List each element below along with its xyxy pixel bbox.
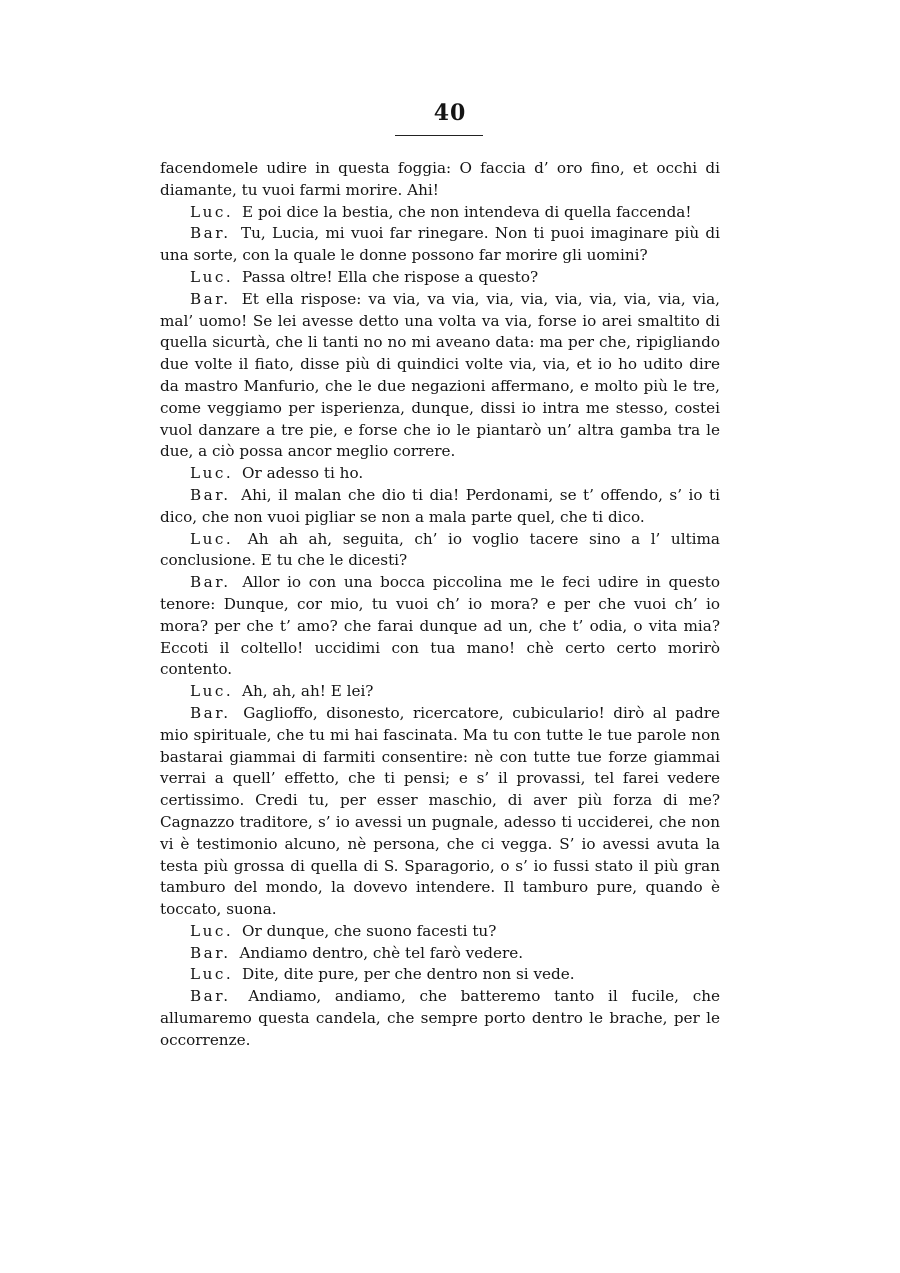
dialogue-text: Et ella rispose: va via, va via, via, via, via, via, via, via, via, mal’ uomo! Se lei avesse detto una volta va via, forse io arei smaltito di quella sicurtà, che li tanti no no mi aveano data: ma per che, ripigliando due volte il fiato, disse più di quindici volte via, via, et io ho udito dire da mastro Manfurio, che le due negazioni affermano, e molto più le tre, come veggiamo per isperienza, dunque, dissi io intra me stesso, costei vuol danzare a tre pie, e forse che io le piantarò un’ altra gamba tra le due, a ciò possa ancor meglio correre.	[160, 289, 721, 461]
speaker-label: Bar.	[190, 987, 231, 1006]
speaker-label: Luc.	[190, 682, 234, 701]
speaker-label: Luc.	[190, 464, 234, 483]
dialogue-text: Andiamo dentro, chè tel farò vedere.	[239, 943, 524, 962]
page-number: 40	[433, 100, 467, 126]
dialogue-text: Ahi, il malan che dio ti dia! Perdonami, se t’ offendo, s’ io ti dico, che non vuoi pigliar se non a mala parte quel, che ti dico.	[160, 485, 720, 526]
dialogue-line	[160, 986, 720, 1051]
paragraph-continuation	[160, 158, 720, 202]
dialogue-line	[160, 703, 720, 921]
dialogue-text: Ah, ah, ah! E lei?	[242, 682, 374, 701]
speaker-label: Luc.	[190, 921, 234, 940]
dialogue-text: Or adesso ti ho.	[242, 464, 364, 483]
dialogue-line	[160, 572, 720, 681]
dialogue-line	[160, 202, 720, 224]
dialogue-line	[160, 943, 720, 965]
body-text	[160, 158, 720, 1052]
dialogue-text: Passa oltre! Ella che rispose a questo?	[242, 267, 539, 286]
dialogue-text: Or dunque, che suono facesti tu?	[242, 921, 497, 940]
speaker-label: Bar.	[190, 289, 231, 308]
dialogue-line	[160, 267, 720, 289]
dialogue-line	[160, 223, 720, 267]
dialogue-text: Andiamo, andiamo, che batteremo tanto il fucile, che allumaremo questa candela, che sempre porto dentro le brache, per le occorrenze.	[160, 987, 721, 1049]
dialogue-text: Allor io con una bocca piccolina me le feci udire in questo tenore: Dunque, cor mio, tu vuoi ch’ io mora? e per che vuoi ch’ io mora? per che t’ amo? che farai dunque ad un, che t’ odia, o vita mia? Eccoti il coltello! uccidimi con tua mano! chè certo certo morirò contento.	[160, 573, 720, 679]
dialogue-line	[160, 921, 720, 943]
header-rule	[395, 135, 483, 136]
dialogue-text: Gaglioffo, disonesto, ricercatore, cubiculario! dirò al padre mio spirituale, che tu mi hai fascinata. Ma tu con tutte le tue parole non bastarai giammai di farmiti consentire: nè con tutte tue forze giammai verrai a quell’ effetto, che ti pensi; e s’ il provassi, tel farei vedere certissimo. Credi tu, per esser maschio, di aver più forza di me? Cagnazzo traditore, s’ io avessi un pugnale, adesso ti ucciderei, che non vi è testimonio alcuno, nè persona, che ci vegga. S’ io avessi avuta la testa più grossa di quella di S. Sparagorio, o s’ io fussi stato il più gran tamburo del mondo, la dovevo intendere. Il tamburo pure, quando è toccato, suona.	[160, 703, 721, 919]
dialogue-line	[160, 463, 720, 485]
speaker-label: Luc.	[190, 965, 234, 984]
speaker-label: Luc.	[190, 529, 234, 548]
dialogue-text: Ah ah ah, seguita, ch’ io voglio tacere sino a l’ ultima conclusione. E tu che le dicesti?	[160, 529, 720, 570]
dialogue-line	[160, 964, 720, 986]
dialogue-line	[160, 485, 720, 529]
dialogue-text: Dite, dite pure, per che dentro non si vede.	[242, 965, 575, 984]
speaker-label: Bar.	[190, 703, 231, 722]
dialogue-text: E poi dice la bestia, che non intendeva di quella faccenda!	[242, 202, 692, 221]
dialogue-line	[160, 289, 720, 463]
speaker-label: Bar.	[190, 943, 231, 962]
speaker-label: Luc.	[190, 202, 234, 221]
dialogue-text: Tu, Lucia, mi vuoi far rinegare. Non ti puoi imaginare più di una sorte, con la quale le donne possono far morire gli uomini?	[160, 224, 721, 265]
speaker-label: Bar.	[190, 485, 231, 504]
speaker-label: Bar.	[190, 573, 231, 592]
speaker-label: Luc.	[190, 267, 234, 286]
dialogue-line	[160, 681, 720, 703]
paragraph-text: facendomele udire in questa foggia: O faccia d’ oro fino, et occhi di diamante, tu vuoi farmi morire. Ahi!	[160, 159, 720, 199]
speaker-label: Bar.	[190, 224, 231, 243]
dialogue-line	[160, 529, 720, 573]
